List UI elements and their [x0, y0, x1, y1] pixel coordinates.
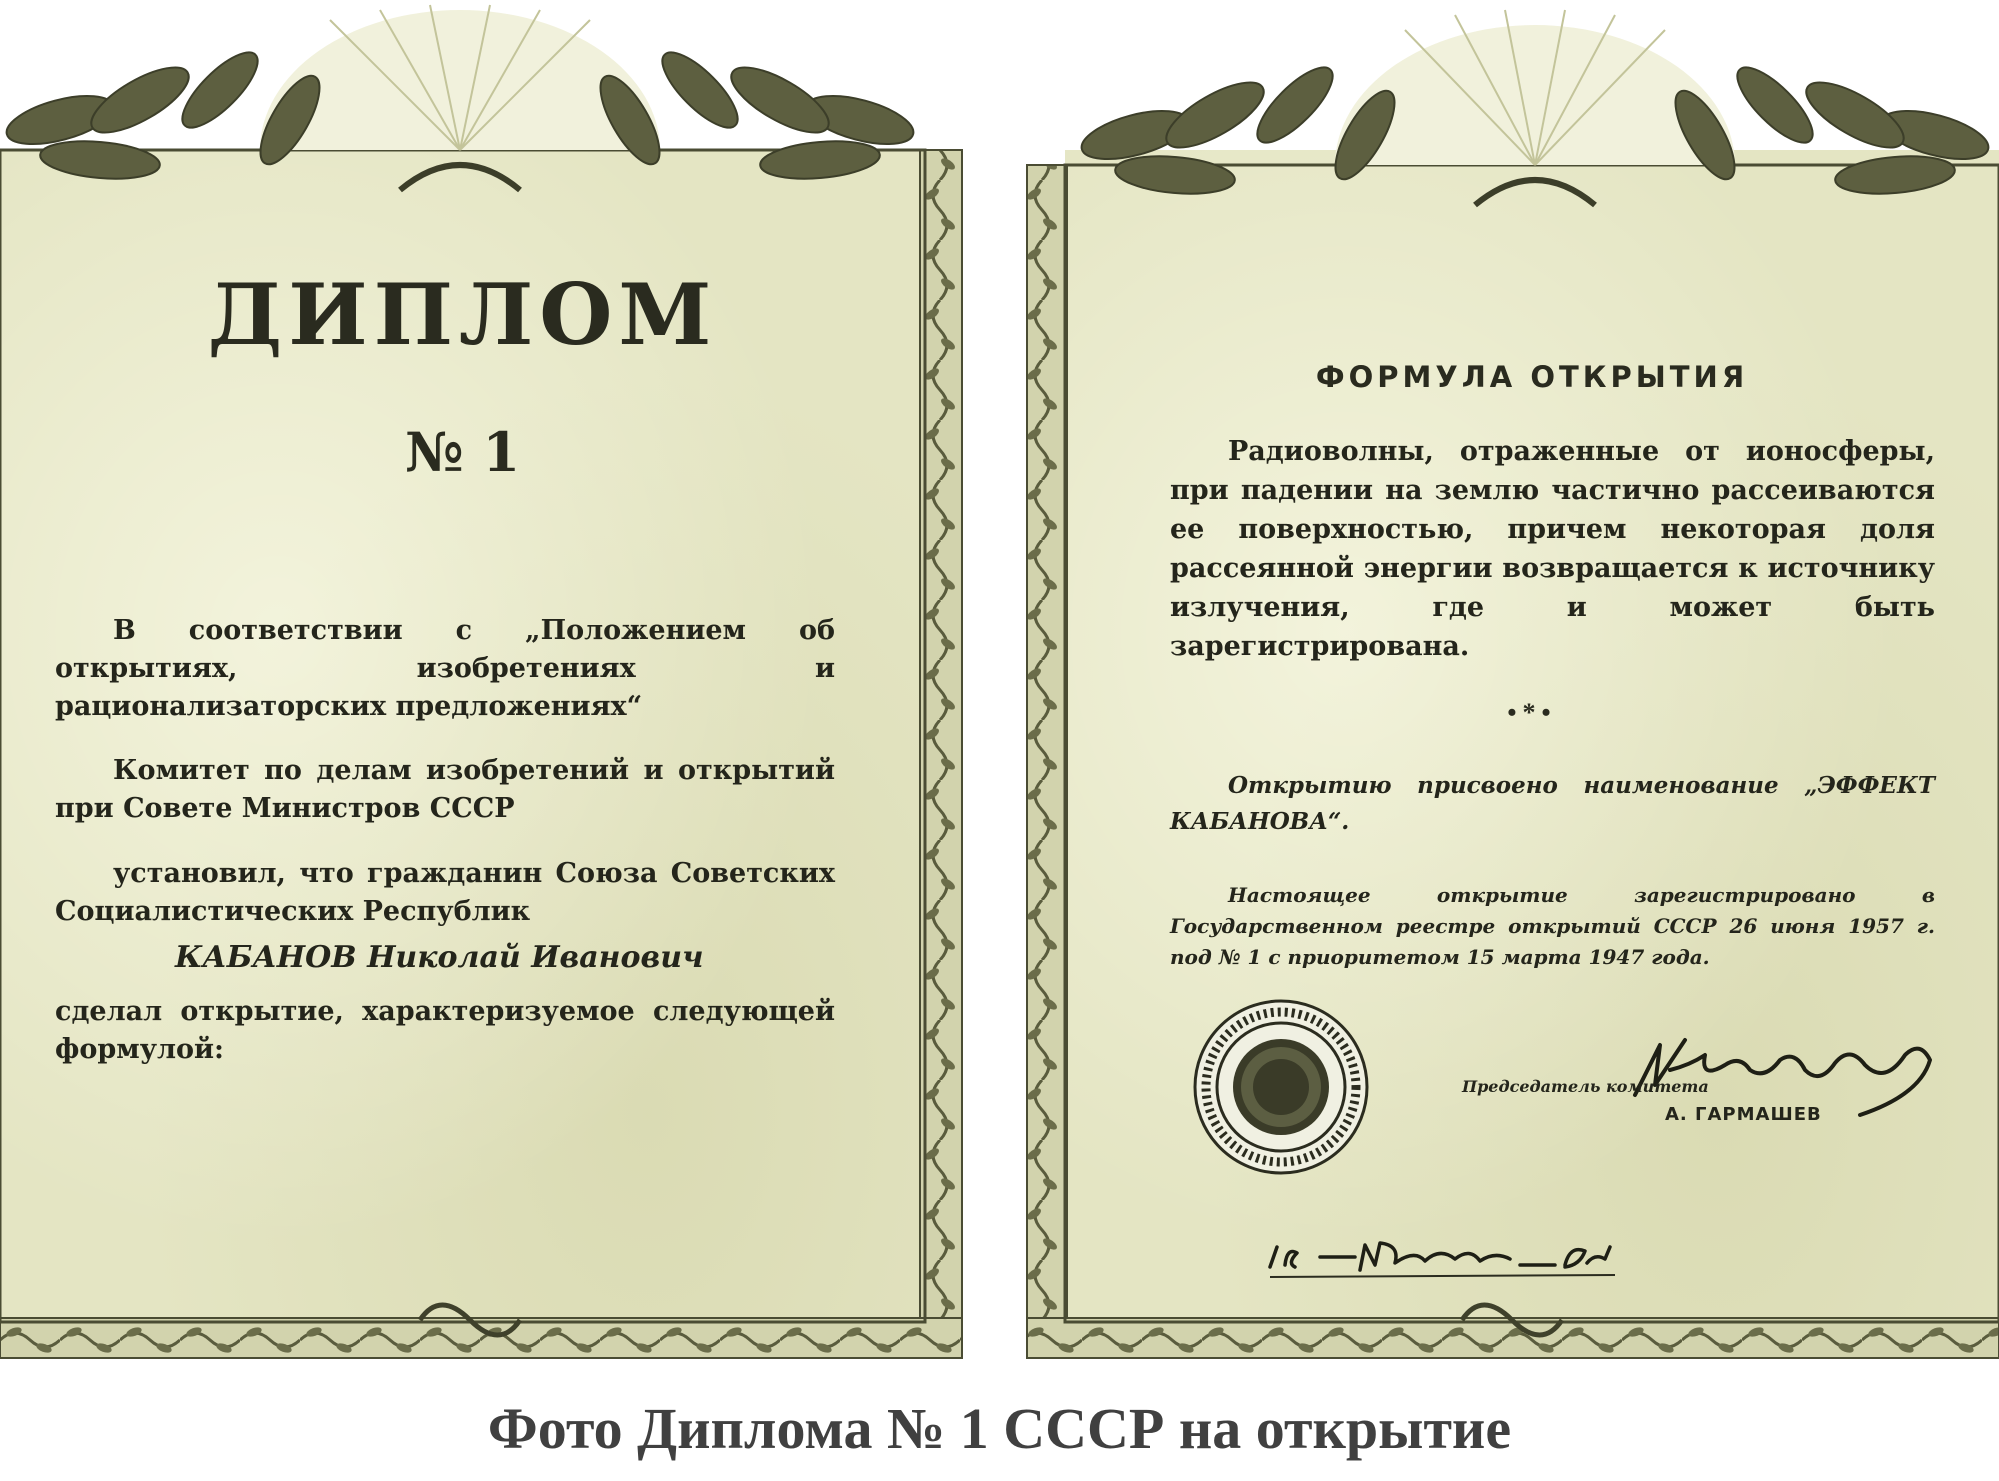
diploma-right-page	[1022, 0, 1999, 1378]
separator-dots: •*•	[1507, 698, 1557, 727]
diploma-number: № 1	[404, 420, 521, 484]
photo-caption: Фото Диплома № 1 СССР на открытие	[487, 1396, 1512, 1461]
paragraph-committee: Комитет по делам изобретений и открытий при Совете Министров СССР	[55, 755, 835, 824]
formula-heading: ФОРМУЛА ОТКРЫТИЯ	[1315, 360, 1749, 394]
paragraph-regulation: В соответствии с „Положением об открытиях, изобретениях и рационализаторских предложениях“	[55, 615, 835, 722]
handwritten-date	[1265, 1225, 1625, 1285]
chairman-title: Председатель комитета	[1462, 1077, 1709, 1096]
registration-note: Настоящее открытие зарегистрировано в Государственном реестре открытий СССР 26 июня 1957 г. под № 1 с приоритетом 15 марта 1947 года.	[1170, 883, 1935, 969]
diploma-title: ДИПЛОМ	[207, 265, 718, 364]
discovery-name-note: Открытию присвоено наименование „ЭФФЕКТ КАБАНОВА“.	[1170, 772, 1935, 835]
recipient-name: КАБАНОВ Николай Иванович	[175, 940, 704, 975]
chairman-name: А. ГАРМАШЕВ	[1665, 1104, 1822, 1125]
formula-text: Радиоволны, отраженные от ионосферы, при падении на землю частично рассеиваются ее поверхностью, причем некоторая доля рассеянной энергии возвращается к источнику излучения, где и может быть зарегистрирована.	[1170, 436, 1935, 662]
official-seal	[1192, 998, 1370, 1176]
laurel-wreath-top	[0, 0, 925, 210]
paragraph-citizen: установил, что гражданин Союза Советских Социалистических Республик	[55, 858, 835, 927]
paragraph-discovery: сделал открытие, характеризуемое следующей формулой:	[55, 996, 835, 1065]
diploma-left-page	[0, 0, 975, 1378]
laurel-wreath-top	[1065, 0, 1999, 230]
